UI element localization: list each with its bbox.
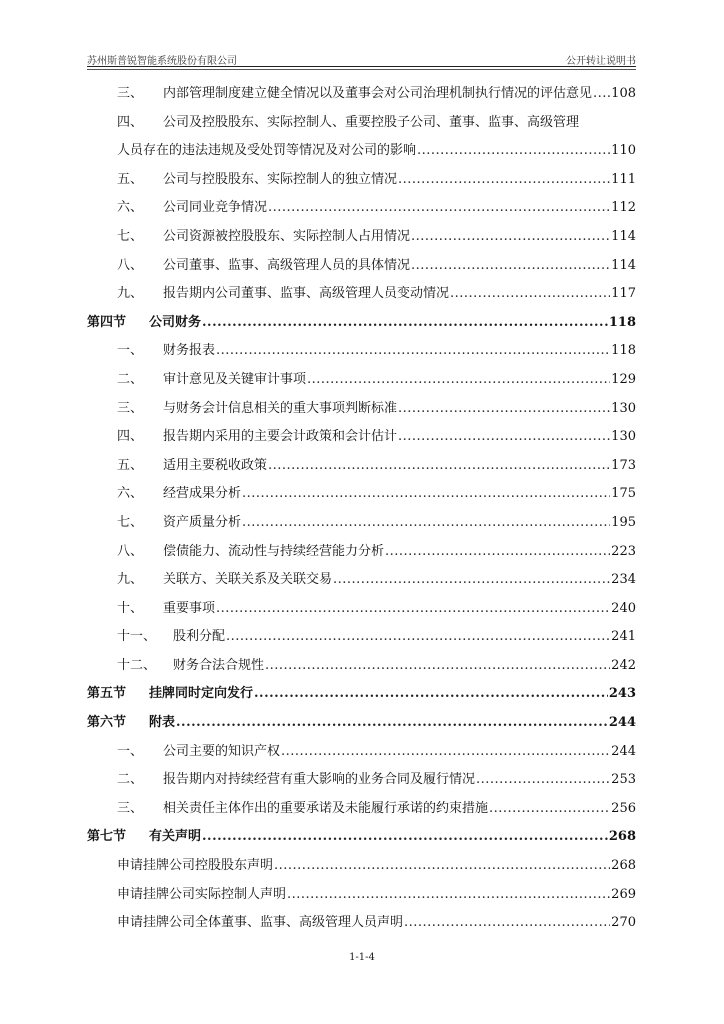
toc-leader-dots xyxy=(450,286,610,301)
toc-leader-dots xyxy=(593,86,610,101)
toc-entry[interactable] xyxy=(87,511,636,540)
toc-entry-title: 偿债能力、流动性与持续经营能力分析 xyxy=(163,543,385,559)
toc-entry-number: 十一、 xyxy=(117,629,157,645)
toc-entry-title: 附表 xyxy=(149,715,176,731)
header-rule xyxy=(87,66,636,67)
toc-entry-title: 公司与控股股东、实际控制人的独立情况 xyxy=(163,171,398,187)
toc-entry-number: 二、 xyxy=(117,772,144,788)
toc-entry-number: 九、 xyxy=(117,572,144,588)
toc-entry[interactable] xyxy=(87,597,636,626)
toc-entry-page: 114 xyxy=(611,228,636,244)
header-company-name: 苏州斯普锐智能系统股份有限公司 xyxy=(87,56,237,67)
toc-entry-number: 八、 xyxy=(117,257,144,273)
toc-entry[interactable] xyxy=(87,854,636,883)
toc-leader-dots xyxy=(242,486,610,501)
toc-entry-number: 八、 xyxy=(117,543,144,559)
toc-entry-page: 130 xyxy=(611,400,636,416)
toc-entry-page: 253 xyxy=(611,772,636,788)
toc-entry-page: 244 xyxy=(608,715,636,731)
toc-entry-number: 十二、 xyxy=(117,657,157,673)
toc-entry[interactable] xyxy=(87,883,636,912)
toc-entry-number: 四、 xyxy=(117,114,144,130)
toc-leader-dots xyxy=(268,458,610,473)
toc-entry-number: 三、 xyxy=(117,800,144,816)
toc-entry-title: 与财务会计信息相关的重大事项判断标准 xyxy=(163,400,398,416)
toc-entry-title: 内部管理制度建立健全情况以及董事会对公司治理机制执行情况的评估意见 xyxy=(163,86,593,101)
toc-leader-dots xyxy=(265,658,610,673)
toc-leader-dots xyxy=(242,515,610,530)
toc-entry-number: 六、 xyxy=(117,200,144,216)
toc-entry-title: 公司及控股股东、实际控制人、重要控股子公司、董事、监事、高级管理 xyxy=(163,114,580,130)
toc-entry[interactable] xyxy=(87,682,636,711)
toc-entry-title: 公司董事、监事、高级管理人员的具体情况 xyxy=(163,257,411,273)
toc-entry[interactable] xyxy=(87,482,636,511)
toc-entry[interactable] xyxy=(87,368,636,397)
toc-leader-dots xyxy=(202,829,608,844)
toc-leader-dots xyxy=(287,887,610,902)
toc-entry-number: 一、 xyxy=(117,343,144,359)
toc-entry-page: 114 xyxy=(611,257,636,273)
toc-leader-dots xyxy=(489,801,610,816)
toc-leader-dots xyxy=(411,229,610,244)
toc-entry-title: 适用主要税收政策 xyxy=(163,457,268,473)
toc-entry-page: 240 xyxy=(611,600,636,616)
toc-entry[interactable] xyxy=(87,911,636,940)
toc-entry-page: 256 xyxy=(611,800,636,816)
toc-entry-title: 申请挂牌公司全体董事、监事、高级管理人员声明 xyxy=(117,915,404,931)
toc-entry-title: 经营成果分析 xyxy=(163,486,242,502)
toc-entry-title: 挂牌同时定向发行 xyxy=(149,686,254,702)
toc-entry-page: 118 xyxy=(611,343,636,359)
toc-leader-dots xyxy=(411,258,610,273)
toc-entry-page: 108 xyxy=(611,86,636,101)
toc-entry[interactable] xyxy=(87,454,636,483)
toc-entry[interactable] xyxy=(87,797,636,826)
toc-entry-number: 第六节 xyxy=(87,715,127,731)
toc-leader-dots xyxy=(333,572,610,587)
toc-entry[interactable] xyxy=(87,254,636,283)
toc-entry-page: 173 xyxy=(611,457,636,473)
toc-entry-page: 223 xyxy=(611,543,636,559)
toc-entry[interactable] xyxy=(87,311,636,340)
toc-entry-number: 第四节 xyxy=(87,314,127,330)
toc-entry[interactable] xyxy=(87,282,636,311)
toc-entry[interactable] xyxy=(87,625,636,654)
toc-entry-title: 财务合法合规性 xyxy=(173,657,265,673)
toc-leader-dots xyxy=(417,143,610,158)
toc-entry-number: 四、 xyxy=(117,429,144,445)
toc-entry-page: 234 xyxy=(611,572,636,588)
toc-entry-title: 相关责任主体作出的重要承诺及未能履行承诺的约束措施 xyxy=(163,800,489,816)
toc-entry-title: 关联方、关联关系及关联交易 xyxy=(163,572,333,588)
toc-entry[interactable] xyxy=(87,111,636,140)
toc-entry-number: 二、 xyxy=(117,371,144,387)
toc-entry-page: 112 xyxy=(611,200,636,216)
header-rule-thin xyxy=(87,69,636,70)
toc-entry-number: 九、 xyxy=(117,286,144,302)
toc-leader-dots xyxy=(398,429,610,444)
toc-entry-page: 241 xyxy=(611,629,636,645)
toc-entry-number: 七、 xyxy=(117,228,144,244)
toc-entry-number: 第七节 xyxy=(87,829,127,845)
toc-entry-page: 118 xyxy=(608,314,636,330)
toc-entry[interactable] xyxy=(87,654,636,683)
toc-leader-dots xyxy=(398,401,610,416)
toc-entry-number: 十、 xyxy=(117,600,144,616)
toc-entry-page: 130 xyxy=(611,429,636,445)
toc-leader-dots xyxy=(176,715,608,730)
toc-entry-number: 第五节 xyxy=(87,686,127,702)
toc-entry-title: 有关声明 xyxy=(149,829,202,845)
toc-entry[interactable] xyxy=(87,768,636,797)
toc-entry-page: 243 xyxy=(608,686,636,702)
toc-entry-title: 公司资源被控股股东、实际控制人占用情况 xyxy=(163,228,411,244)
toc-entry-title: 资产质量分析 xyxy=(163,514,242,530)
toc-leader-dots xyxy=(216,601,610,616)
toc-entry[interactable] xyxy=(87,425,636,454)
toc-entry-page: 117 xyxy=(611,286,636,302)
toc-entry-number: 三、 xyxy=(117,400,144,416)
toc-leader-dots xyxy=(398,172,610,187)
toc-entry-title: 申请挂牌公司实际控制人声明 xyxy=(117,886,287,902)
toc-entry-page: 268 xyxy=(611,858,636,874)
toc-entry[interactable] xyxy=(87,139,636,168)
toc-entry-title: 人员存在的违法违规及受处罚等情况及对公司的影响 xyxy=(117,143,417,159)
toc-entry-number: 五、 xyxy=(117,457,144,473)
toc-leader-dots xyxy=(274,858,610,873)
page-header xyxy=(87,52,636,67)
toc-entry-page: 269 xyxy=(611,886,636,902)
page-footer-number: 1-1-4 xyxy=(349,952,375,963)
toc-entry[interactable] xyxy=(87,711,636,740)
toc-entry[interactable] xyxy=(87,397,636,426)
toc-entry-page: 195 xyxy=(611,514,636,530)
toc-leader-dots xyxy=(268,200,610,215)
toc-entry-page: 175 xyxy=(611,486,636,502)
toc-entry[interactable] xyxy=(87,82,636,111)
toc-entry-title: 重要事项 xyxy=(163,600,216,616)
toc-entry-page: 268 xyxy=(608,829,636,845)
toc-entry-title: 公司同业竞争情况 xyxy=(163,200,268,216)
toc-entry-page: 129 xyxy=(611,371,636,387)
toc-entry-page: 242 xyxy=(611,657,636,673)
toc-entry-number: 五、 xyxy=(117,171,144,187)
toc-entry-page: 110 xyxy=(611,143,636,159)
toc-leader-dots xyxy=(254,686,608,701)
toc-entry[interactable] xyxy=(87,825,636,854)
toc-leader-dots xyxy=(307,372,610,387)
toc-entry[interactable] xyxy=(87,568,636,597)
toc-entry-title: 公司财务 xyxy=(149,314,202,330)
toc-leader-dots xyxy=(226,629,610,644)
toc-entry-title: 报告期内采用的主要会计政策和会计估计 xyxy=(163,429,398,445)
toc-entry-title: 申请挂牌公司控股股东声明 xyxy=(117,858,274,874)
table-of-contents xyxy=(87,82,636,940)
toc-leader-dots xyxy=(404,915,610,930)
toc-leader-dots xyxy=(202,315,608,330)
toc-entry-title: 财务报表 xyxy=(163,343,216,359)
toc-entry-title: 审计意见及关键审计事项 xyxy=(163,371,307,387)
toc-entry[interactable] xyxy=(87,740,636,769)
toc-entry-number: 六、 xyxy=(117,486,144,502)
toc-entry[interactable] xyxy=(87,196,636,225)
toc-entry-title: 股利分配 xyxy=(173,629,226,645)
toc-entry-number: 三、 xyxy=(117,86,144,101)
toc-leader-dots xyxy=(385,544,610,559)
toc-entry-page: 111 xyxy=(611,171,636,187)
toc-entry[interactable] xyxy=(87,225,636,254)
toc-entry[interactable] xyxy=(87,168,636,197)
toc-entry-number: 七、 xyxy=(117,514,144,530)
toc-entry[interactable] xyxy=(87,540,636,569)
toc-entry-title: 报告期内公司董事、监事、高级管理人员变动情况 xyxy=(163,286,450,302)
toc-entry[interactable] xyxy=(87,339,636,368)
toc-leader-dots xyxy=(476,772,610,787)
toc-entry-title: 公司主要的知识产权 xyxy=(163,743,281,759)
toc-entry-page: 244 xyxy=(611,743,636,759)
toc-leader-dots xyxy=(216,343,610,358)
header-document-title: 公开转让说明书 xyxy=(566,56,636,67)
toc-entry-title: 报告期内对持续经营有重大影响的业务合同及履行情况 xyxy=(163,772,476,788)
toc-leader-dots xyxy=(281,744,610,759)
toc-entry-page: 270 xyxy=(611,915,636,931)
toc-entry-number: 一、 xyxy=(117,743,144,759)
